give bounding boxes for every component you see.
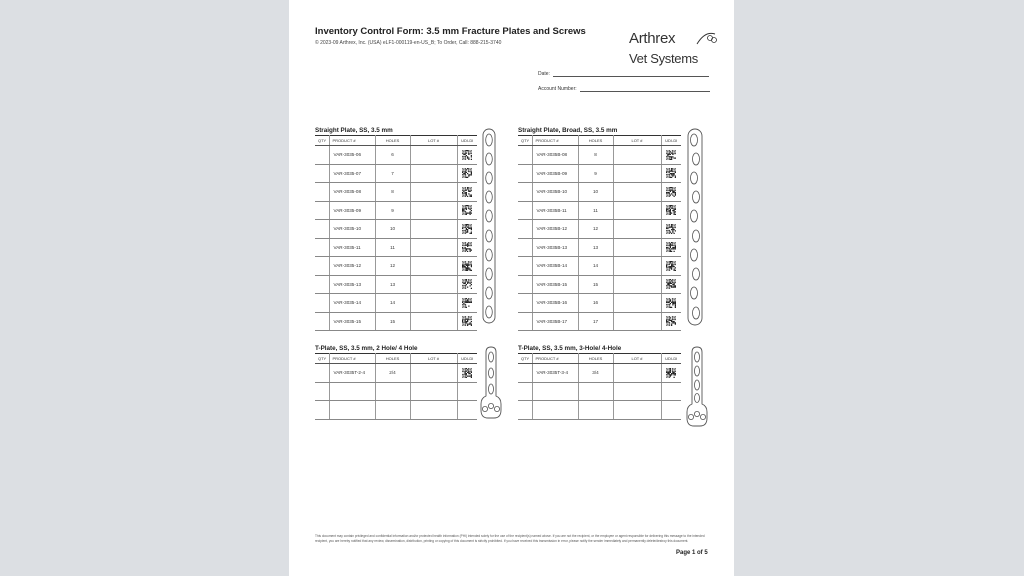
col-lot: LOT # — [410, 354, 457, 364]
holes-cell: 10 — [578, 183, 613, 202]
table-row — [315, 146, 477, 165]
udi-cell — [457, 401, 477, 420]
udi-qr-code-icon — [666, 168, 676, 178]
col-udi: UDI-DI — [661, 354, 681, 364]
copyright-line: © 2023-09 Arthrex, Inc. (USA) eLF1-000119-en-US_B; To Order, Call: 888-215-3740 — [315, 40, 502, 46]
holes-cell: 17 — [578, 312, 613, 331]
inventory-table — [518, 353, 681, 420]
col-product: PRODUCT # — [532, 136, 578, 146]
holes-cell[interactable] — [578, 382, 613, 401]
qty-cell[interactable] — [518, 201, 532, 220]
form-page — [289, 0, 734, 576]
table-row — [315, 257, 477, 276]
product-cell[interactable] — [532, 382, 578, 401]
confidentiality-disclaimer: This document may contain privileged and confidential information and/or protected health information (PHI) intended solely for the use of the recipient(s) named above. If you are not the recipient, or the employee or agent responsible for delivering this message to the intended recipient, you are hereby notified that any review, dissemination, distribution, printing or copying of this document is strictly prohibited. If you have received this transmission in error, please notify the sender immediately and permanently delete/destroy this document. — [315, 534, 705, 543]
lot-cell[interactable] — [410, 401, 457, 420]
lot-cell[interactable] — [410, 294, 457, 313]
udi-qr-code-icon — [462, 242, 472, 252]
col-lot: LOT # — [613, 354, 661, 364]
qty-cell[interactable] — [518, 257, 532, 276]
product-cell: VAR-3035-12 — [329, 257, 375, 276]
table-row — [518, 294, 681, 313]
lot-cell[interactable] — [613, 201, 661, 220]
product-cell[interactable] — [329, 382, 375, 401]
qty-cell[interactable] — [315, 275, 329, 294]
qty-cell[interactable] — [518, 238, 532, 257]
col-qty: QTY — [315, 354, 329, 364]
udi-qr-code-icon — [462, 298, 472, 308]
udi-qr-code-icon — [666, 150, 676, 160]
lot-cell[interactable] — [613, 364, 661, 383]
udi-cell — [661, 312, 681, 331]
table-header — [518, 136, 681, 146]
lot-cell[interactable] — [410, 312, 457, 331]
product-cell[interactable] — [329, 401, 375, 420]
udi-qr-code-icon — [462, 150, 472, 160]
section-t-plate-2-4 — [315, 345, 477, 420]
inventory-table — [315, 135, 477, 331]
lot-cell[interactable] — [613, 183, 661, 202]
qty-cell[interactable] — [315, 220, 329, 239]
udi-cell — [661, 238, 681, 257]
date-input-line[interactable] — [553, 71, 709, 77]
holes-cell: 8 — [375, 183, 410, 202]
udi-cell — [661, 275, 681, 294]
holes-cell[interactable] — [578, 401, 613, 420]
lot-cell[interactable] — [410, 201, 457, 220]
product-cell: VAR-3035B-13 — [532, 238, 578, 257]
t-plate-3-4-icon — [686, 346, 708, 428]
product-cell: VAR-3035-08 — [329, 183, 375, 202]
udi-cell — [457, 257, 477, 276]
holes-cell: 11 — [578, 201, 613, 220]
lot-cell[interactable] — [613, 257, 661, 276]
product-cell: VAR-3035B-10 — [532, 183, 578, 202]
arthrex-vet-logo — [629, 30, 719, 70]
udi-qr-code-icon — [462, 168, 472, 178]
product-cell: VAR-3035B-09 — [532, 164, 578, 183]
account-number-label: Account Number: — [538, 86, 577, 92]
holes-cell: 12 — [578, 220, 613, 239]
col-product: PRODUCT # — [532, 354, 578, 364]
product-cell: VAR-3035-11 — [329, 238, 375, 257]
table-row — [315, 164, 477, 183]
table-row — [315, 238, 477, 257]
udi-cell — [661, 164, 681, 183]
col-holes: HOLES — [375, 354, 410, 364]
table-row — [315, 220, 477, 239]
lot-cell[interactable] — [410, 220, 457, 239]
col-udi: UDI-DI — [457, 136, 477, 146]
holes-cell: 14 — [578, 257, 613, 276]
product-cell: VAR-3035-10 — [329, 220, 375, 239]
lot-cell[interactable] — [410, 257, 457, 276]
table-row — [518, 401, 681, 420]
page-number: Page 1 of 5 — [676, 550, 708, 556]
udi-qr-code-icon — [666, 298, 676, 308]
holes-cell: 8 — [578, 146, 613, 165]
udi-qr-code-icon — [462, 279, 472, 289]
table-row — [315, 294, 477, 313]
table-row — [518, 220, 681, 239]
qty-cell[interactable] — [315, 201, 329, 220]
udi-cell — [661, 382, 681, 401]
table-header — [518, 354, 681, 364]
lot-cell[interactable] — [613, 401, 661, 420]
holes-cell: 14 — [375, 294, 410, 313]
table-row — [518, 238, 681, 257]
col-product: PRODUCT # — [329, 354, 375, 364]
col-qty: QTY — [518, 136, 532, 146]
udi-qr-code-icon — [666, 261, 676, 271]
lot-cell[interactable] — [410, 238, 457, 257]
udi-qr-code-icon — [666, 205, 676, 215]
col-udi: UDI-DI — [661, 136, 681, 146]
qty-cell[interactable] — [518, 183, 532, 202]
lot-cell[interactable] — [410, 364, 457, 383]
lot-cell[interactable] — [613, 382, 661, 401]
date-label: Date: — [538, 71, 550, 77]
product-cell: VAR-3035-07 — [329, 164, 375, 183]
qty-cell[interactable] — [518, 220, 532, 239]
holes-cell: 16 — [578, 294, 613, 313]
table-row — [518, 201, 681, 220]
col-udi: UDI-DI — [457, 354, 477, 364]
udi-cell — [661, 401, 681, 420]
broad-plate-icon — [687, 128, 703, 326]
holes-cell: 3/4 — [578, 364, 613, 383]
qty-cell[interactable] — [315, 257, 329, 276]
section-title: Straight Plate, SS, 3.5 mm — [315, 127, 393, 134]
table-row — [315, 401, 477, 420]
lot-cell[interactable] — [613, 294, 661, 313]
section-title: Straight Plate, Broad, SS, 3.5 mm — [518, 127, 618, 134]
qty-cell[interactable] — [518, 146, 532, 165]
qty-cell[interactable] — [315, 238, 329, 257]
udi-qr-code-icon — [666, 368, 676, 378]
product-cell: VAR-3035-14 — [329, 294, 375, 313]
lot-cell[interactable] — [613, 238, 661, 257]
product-cell: VAR-3035B-12 — [532, 220, 578, 239]
qty-cell[interactable] — [315, 382, 329, 401]
udi-qr-code-icon — [462, 187, 472, 197]
udi-cell — [457, 164, 477, 183]
udi-cell — [457, 220, 477, 239]
table-row — [518, 364, 681, 383]
lot-cell[interactable] — [613, 275, 661, 294]
table-row — [518, 312, 681, 331]
section-t-plate-3-4 — [518, 345, 681, 420]
product-cell[interactable] — [532, 401, 578, 420]
udi-cell — [457, 382, 477, 401]
date-field[interactable] — [538, 71, 709, 77]
udi-cell — [661, 146, 681, 165]
qty-cell[interactable] — [518, 164, 532, 183]
udi-cell — [661, 364, 681, 383]
product-cell: VAR-3035-06 — [329, 146, 375, 165]
holes-cell: 15 — [375, 312, 410, 331]
logo-brand-text: Arthrex — [629, 30, 676, 47]
udi-qr-code-icon — [666, 187, 676, 197]
table-row — [518, 164, 681, 183]
product-cell: VAR-3035B-11 — [532, 201, 578, 220]
t-plate-2-4-icon — [480, 346, 502, 420]
qty-cell[interactable] — [315, 294, 329, 313]
product-cell: VAR-3035B-17 — [532, 312, 578, 331]
table-row — [315, 382, 477, 401]
section-straight-plate-broad — [518, 127, 681, 331]
udi-cell — [457, 275, 477, 294]
table-header — [315, 354, 477, 364]
straight-plate-icon — [482, 128, 496, 324]
holes-cell: 13 — [578, 238, 613, 257]
table-row — [518, 257, 681, 276]
qty-cell[interactable] — [518, 364, 532, 383]
table-row — [315, 201, 477, 220]
col-holes: HOLES — [578, 354, 613, 364]
udi-qr-code-icon — [462, 368, 472, 378]
holes-cell: 9 — [375, 201, 410, 220]
table-row — [518, 382, 681, 401]
product-cell: VAR-3035T-3-4 — [532, 364, 578, 383]
holes-cell: 15 — [578, 275, 613, 294]
account-number-field[interactable] — [538, 86, 710, 92]
lot-cell[interactable] — [613, 146, 661, 165]
lot-cell[interactable] — [410, 146, 457, 165]
qty-cell[interactable] — [518, 275, 532, 294]
holes-cell: 9 — [578, 164, 613, 183]
udi-cell — [457, 238, 477, 257]
product-cell: VAR-3035B-16 — [532, 294, 578, 313]
table-header — [315, 136, 477, 146]
table-row — [518, 146, 681, 165]
holes-cell: 13 — [375, 275, 410, 294]
table-row — [315, 312, 477, 331]
qty-cell[interactable] — [315, 312, 329, 331]
product-cell: VAR-3035B-15 — [532, 275, 578, 294]
qty-cell[interactable] — [315, 364, 329, 383]
udi-cell — [661, 257, 681, 276]
udi-qr-code-icon — [462, 205, 472, 215]
col-product: PRODUCT # — [329, 136, 375, 146]
table-row — [518, 183, 681, 202]
holes-cell: 2/4 — [375, 364, 410, 383]
section-title: T-Plate, SS, 3.5 mm, 2 Hole/ 4 Hole — [315, 345, 418, 352]
table-row — [518, 275, 681, 294]
inventory-table — [315, 353, 477, 420]
col-lot: LOT # — [613, 136, 661, 146]
product-cell: VAR-3035B-14 — [532, 257, 578, 276]
inventory-table — [518, 135, 681, 331]
udi-qr-code-icon — [666, 224, 676, 234]
udi-qr-code-icon — [462, 224, 472, 234]
udi-qr-code-icon — [462, 261, 472, 271]
qty-cell[interactable] — [518, 312, 532, 331]
qty-cell[interactable] — [518, 401, 532, 420]
table-row — [315, 364, 477, 383]
product-cell: VAR-3035-13 — [329, 275, 375, 294]
holes-cell: 6 — [375, 146, 410, 165]
udi-cell — [661, 220, 681, 239]
col-qty: QTY — [518, 354, 532, 364]
account-number-input-line[interactable] — [580, 86, 710, 92]
udi-qr-code-icon — [666, 279, 676, 289]
qty-cell[interactable] — [518, 294, 532, 313]
col-holes: HOLES — [578, 136, 613, 146]
udi-cell — [661, 294, 681, 313]
lot-cell[interactable] — [410, 382, 457, 401]
logo-swoosh-icon — [695, 30, 717, 48]
section-straight-plate — [315, 127, 477, 331]
lot-cell[interactable] — [613, 312, 661, 331]
udi-qr-code-icon — [462, 316, 472, 326]
lot-cell[interactable] — [410, 183, 457, 202]
logo-sub-text: Vet Systems — [629, 51, 698, 66]
udi-cell — [457, 364, 477, 383]
holes-cell[interactable] — [375, 382, 410, 401]
qty-cell[interactable] — [315, 401, 329, 420]
product-cell: VAR-3035T-2-4 — [329, 364, 375, 383]
section-title: T-Plate, SS, 3.5 mm, 3-Hole/ 4-Hole — [518, 345, 622, 352]
udi-qr-code-icon — [666, 242, 676, 252]
form-title: Inventory Control Form: 3.5 mm Fracture Plates and Screws — [315, 26, 586, 37]
lot-cell[interactable] — [613, 220, 661, 239]
qty-cell[interactable] — [315, 146, 329, 165]
udi-cell — [457, 183, 477, 202]
udi-qr-code-icon — [666, 316, 676, 326]
lot-cell[interactable] — [410, 275, 457, 294]
qty-cell[interactable] — [315, 164, 329, 183]
product-cell: VAR-3035B-08 — [532, 146, 578, 165]
table-row — [315, 183, 477, 202]
udi-cell — [457, 201, 477, 220]
col-qty: QTY — [315, 136, 329, 146]
holes-cell: 7 — [375, 164, 410, 183]
udi-cell — [661, 183, 681, 202]
qty-cell[interactable] — [518, 382, 532, 401]
udi-cell — [457, 312, 477, 331]
holes-cell[interactable] — [375, 401, 410, 420]
udi-cell — [661, 201, 681, 220]
holes-cell: 11 — [375, 238, 410, 257]
table-row — [315, 275, 477, 294]
product-cell: VAR-3035-15 — [329, 312, 375, 331]
holes-cell: 12 — [375, 257, 410, 276]
lot-cell[interactable] — [613, 164, 661, 183]
product-cell: VAR-3035-09 — [329, 201, 375, 220]
udi-cell — [457, 146, 477, 165]
holes-cell: 10 — [375, 220, 410, 239]
udi-cell — [457, 294, 477, 313]
col-holes: HOLES — [375, 136, 410, 146]
col-lot: LOT # — [410, 136, 457, 146]
qty-cell[interactable] — [315, 183, 329, 202]
lot-cell[interactable] — [410, 164, 457, 183]
